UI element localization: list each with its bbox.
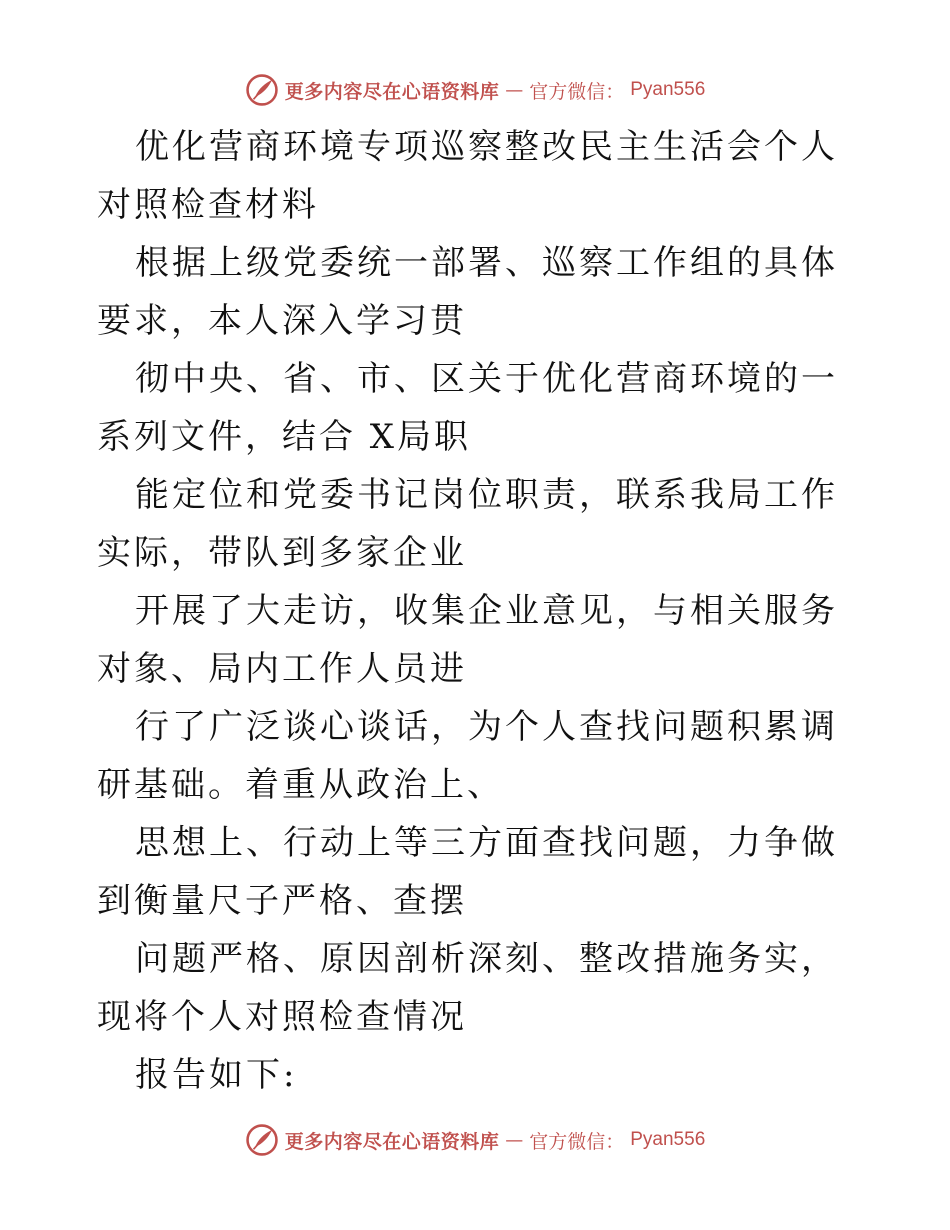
document-title: 优化营商环境专项巡察整改民主生活会个人对照检查材料: [97, 127, 838, 225]
paragraph: 根据上级党委统一部署、巡察工作组的具体要求，本人深入学习贯: [97, 243, 838, 341]
paragraph: 能定位和党委书记岗位职责，联系我局工作实际，带队到多家企业: [97, 475, 838, 573]
watermark-separator: —: [505, 79, 524, 101]
watermark-separator: —: [505, 1129, 524, 1151]
paragraph: 报告如下:: [135, 1055, 298, 1095]
watermark-wechat-id: Pyan556: [630, 79, 706, 100]
feather-logo-icon: [245, 73, 279, 107]
paragraph: 思想上、行动上等三方面查找问题，力争做到衡量尺子严格、查摆: [97, 823, 838, 921]
watermark-official-text: 官方微信：: [529, 1130, 625, 1153]
watermark-main-text: 更多内容尽在心语资料库: [284, 1130, 500, 1153]
watermark-main-text: 更多内容尽在心语资料库: [284, 80, 500, 103]
paragraph: 行了广泛谈心谈话，为个人查找问题积累调研基础。着重从政治上、: [97, 707, 838, 805]
document-body: [97, 118, 857, 1104]
paragraph: 彻中央、省、市、区关于优化营商环境的一系列文件，结合 X局职: [97, 359, 838, 457]
feather-logo-icon: [245, 1123, 279, 1157]
footer-watermark: [0, 1120, 950, 1160]
watermark-wechat-id: Pyan556: [630, 1129, 706, 1150]
paragraph: 问题严格、原因剖析深刻、整改措施务实，现将个人对照检查情况: [97, 939, 838, 1037]
header-watermark: [0, 70, 950, 110]
paragraph: 开展了大走访，收集企业意见，与相关服务对象、局内工作人员进: [97, 591, 838, 689]
watermark-official-text: 官方微信：: [529, 80, 625, 103]
